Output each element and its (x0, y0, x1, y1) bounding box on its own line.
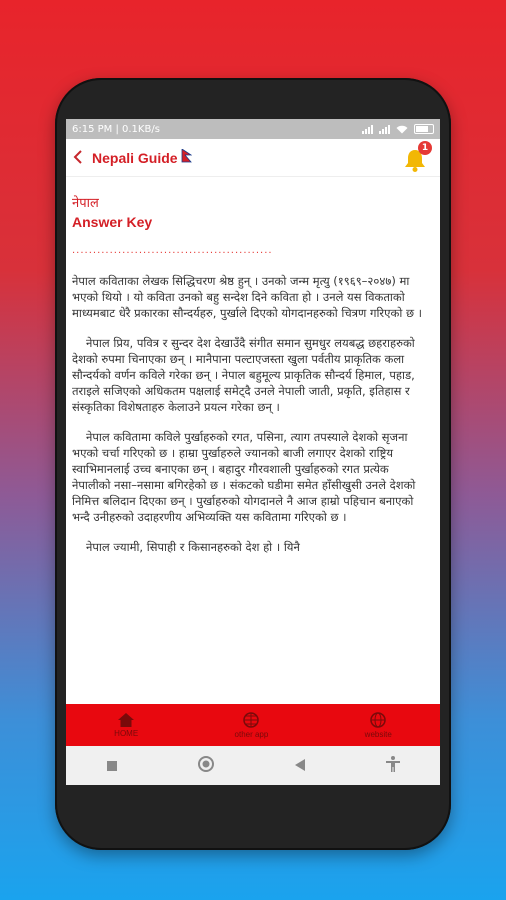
paragraph: नेपाल प्रिय, पवित्र र सुन्दर देश देखाउँदै संगीत समान सुमधुर लयबद्ध छहराहरुको देशको रुपमा चिनाएका छन् । मानैपाना पल्टाएजस्ता खुला पर्वतीय प्राकृतिक कला सौन्दर्यको वर्णन कविले गरेका छन् । नेपाल बहुमूल्य प्राकृतिक सौन्दर्य हिमाल, पहाड, तराइले सजिएको अधिकतम पक्षलाई समेट्दै उनले नेपाली जाती, प्रकृति, इतिहास र संस्कृतिका विशेषताहरु केलाउने प्रयत्न गरेका छन् । (72, 336, 415, 414)
bottom-navigation (66, 704, 440, 746)
home-circle-icon[interactable] (198, 756, 214, 776)
recent-apps-icon[interactable] (107, 756, 117, 775)
globe-icon (370, 712, 386, 728)
nepal-flag-icon (181, 148, 192, 167)
article-heading: नेपाल (72, 196, 99, 211)
app-bar (66, 139, 440, 177)
signal-icon-2 (379, 125, 390, 134)
signal-icon (362, 125, 373, 134)
notification-badge: 1 (418, 141, 432, 155)
paragraph: नेपाल ज्यामी, सिपाही र किसानहरुको देश हो । यिनै (86, 540, 300, 554)
article-content (66, 177, 440, 555)
wifi-icon (396, 125, 408, 134)
home-icon (118, 713, 134, 727)
nav-website-label: website (364, 729, 392, 739)
nav-home-label: HOME (114, 728, 139, 738)
paragraph: नेपाल कविताका लेखक सिद्धिचरण श्रेष्ठ हुन् । उनको जन्म मृत्यु (१९६९–२०४७) मा भएको थियो । यो कविता उनको बहु सन्देश दिने कविता हो । उनले यस विकताको माध्यमबाट धेरै प्रकारका सौन्दर्यहरु, पुर्खाले दिएको योगदानहरुको चित्रण गरिएको छ । (72, 274, 423, 320)
back-arrow-icon[interactable] (72, 146, 88, 170)
back-triangle-icon[interactable] (295, 756, 305, 775)
nav-other-app-label: other app (234, 729, 269, 739)
status-bar (66, 119, 440, 139)
status-time: 6:15 PM | 0.1KB/s (72, 123, 160, 135)
nav-website[interactable] (365, 712, 392, 739)
paragraph: नेपाल कवितामा कविले पुर्खाहरुको रगत, पसिना, त्याग तपस्याले देशको सृजना भएको चर्चा गरिएको छ । हाम्रा पुर्खाहरुले ज्यानको बाजी लगाएर देशको राष्ट्रिय स्वाभिमानलाई उच्च बनाएका छन् । बहादुर गौरवशाली पुर्खाहरुको रगत प्रत्येक नेपालीको नसा–नसामा बगिरहेको छ । संकटको घडीमा समेत हाँसीखुसी उनले देशको निमित्त बलिदान दिएका छन् । पुर्खाहरुको योगदानले नै आज हाम्रो पहिचान बनाएको भन्दै उनीहरुको उदाहरणीय अभिव्यक्ति यस कवितामा गरिएको छ । (72, 430, 416, 524)
system-navigation-bar (66, 746, 440, 785)
accessibility-icon[interactable] (386, 756, 400, 776)
notification-button[interactable] (402, 143, 432, 173)
globe-grid-icon (243, 712, 259, 728)
phone-screen (66, 119, 440, 785)
nav-home[interactable] (114, 713, 138, 738)
app-title: Nepali Guide (92, 149, 178, 166)
nav-other-app[interactable] (235, 712, 269, 739)
battery-icon (414, 124, 434, 134)
article-subheading: Answer Key (72, 214, 153, 230)
dotted-divider: ................................................ (72, 245, 273, 256)
